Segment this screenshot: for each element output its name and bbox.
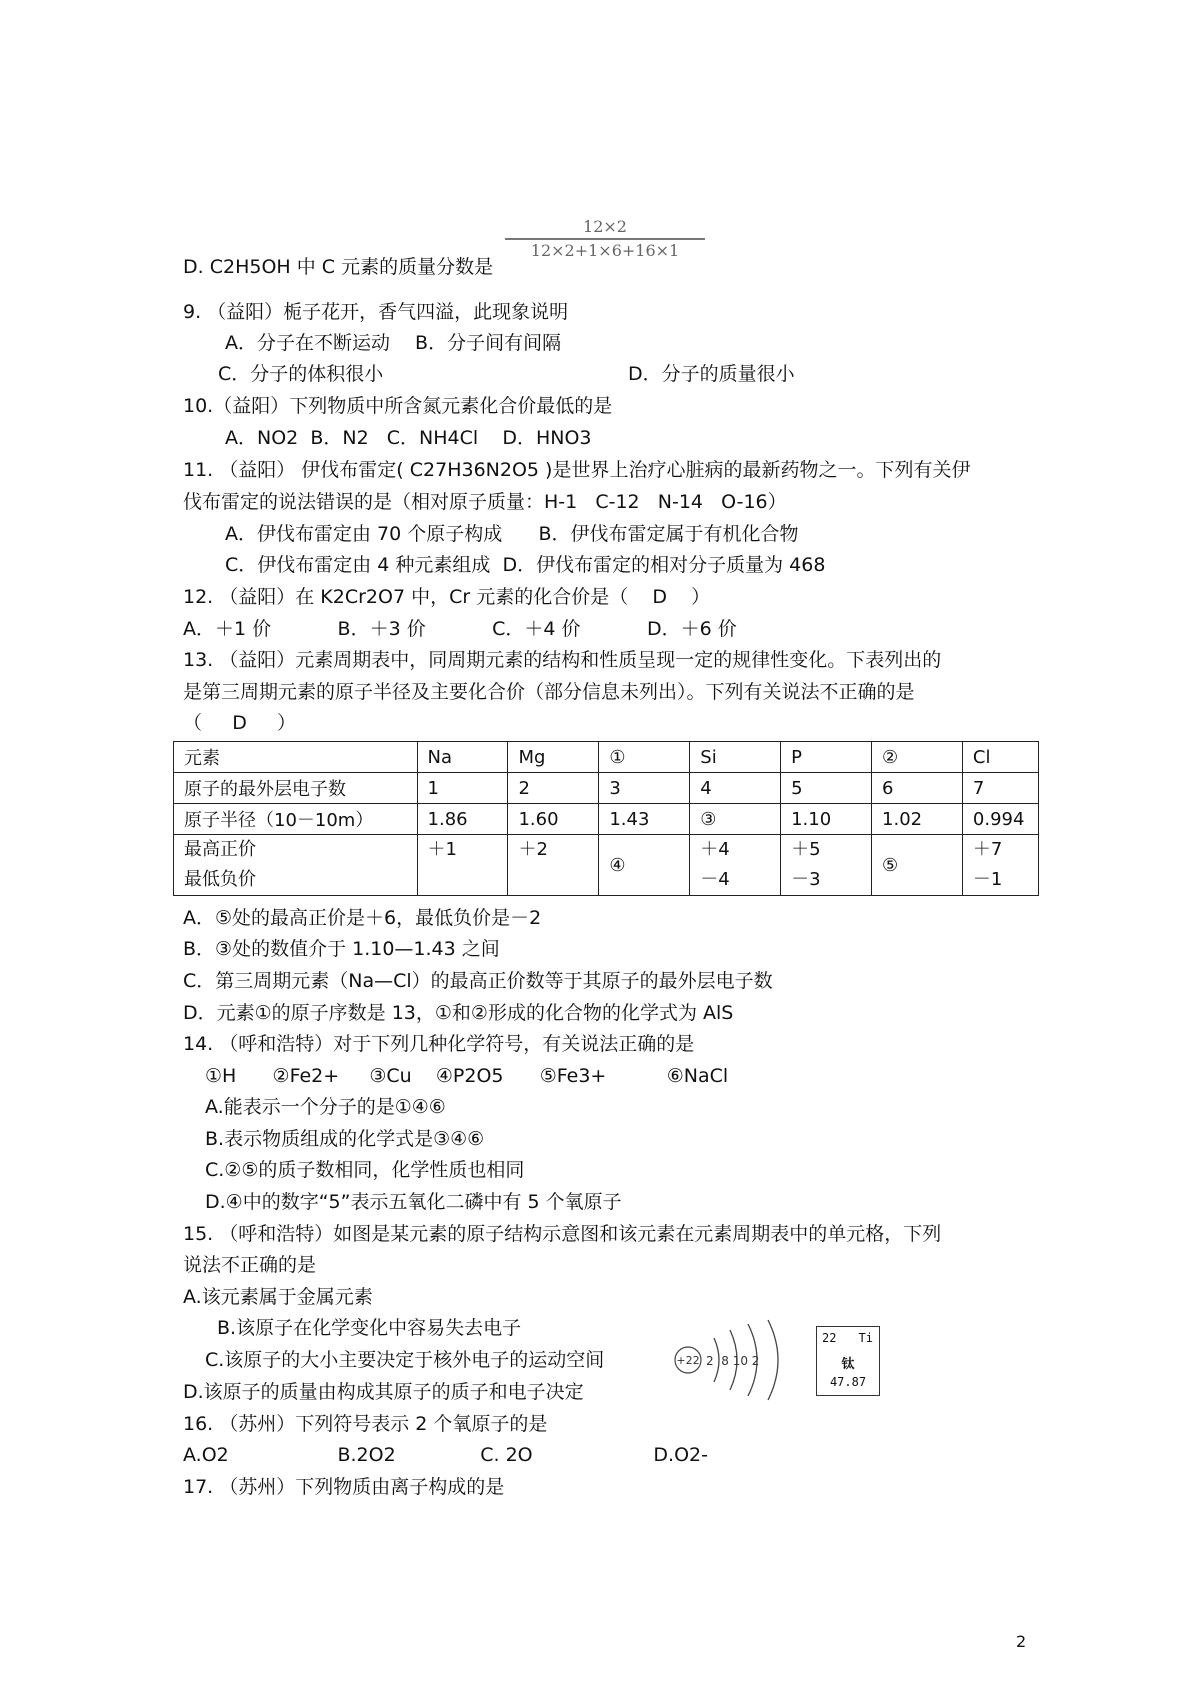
q15-option-c: C.该原子的大小主要决定于核外电子的运动空间 [205,1349,605,1371]
periodic-table-cell [816,1326,880,1396]
q9-options-ab: A．分子在不断运动 B．分子间有间隔 [225,332,562,354]
table-cell [781,835,872,896]
element-name: 钛 [841,1357,855,1372]
q13-stem-line3: （ D ） [183,712,297,734]
q14-symbols: ①H ②Fe2+ ③Cu ④P2O5 ⑤Fe3+ ⑥NaCl [205,1065,729,1087]
q11-stem-line1: 11. （益阳） 伊伐布雷定( C27H36N2O5 )是世界上治疗心脏病的最新药物之一。下列有关伊 [183,459,971,481]
table-cell: Na [417,742,508,773]
mass-fraction-formula [505,218,705,260]
q11-options-ab: A．伊伐布雷定由 70 个原子构成 B．伊伐布雷定属于有机化合物 [225,523,799,545]
cell-line: 最低负价 [184,869,256,890]
table-cell: 原子的最外层电子数 [174,773,418,804]
cell-line: －1 [972,869,1003,890]
table-cell [417,835,508,896]
q10-stem: 10.（益阳）下列物质中所含氮元素化合价最低的是 [183,395,613,417]
cell-line: ＋7 [972,839,1003,860]
page-number: 2 [1016,1632,1027,1651]
table-cell: 1.02 [872,804,963,835]
table-row-outer-electrons [174,773,1039,804]
electron-shells: 2 8 10 2 [706,1354,760,1368]
cell-line: ＋4 [700,839,730,860]
table-cell: ① [599,742,690,773]
table-row-atomic-radius [174,804,1039,835]
q12-stem: 12. （益阳）在 K2Cr2O7 中，Cr 元素的化合价是（ D ） [183,586,711,608]
table-cell: 元素 [174,742,418,773]
cell-line: －4 [700,869,730,890]
table-cell: 1 [417,773,508,804]
table-row-valence [174,835,1039,896]
cell-line: ＋1 [427,839,457,860]
table-cell: ③ [690,804,781,835]
q15-stem-line2: 说法不正确的是 [183,1254,317,1276]
q8-option-d: D. C2H5OH 中 C 元素的质量分数是 [183,256,494,278]
table-cell: ⑤ [872,835,963,896]
atomic-number: 22 [822,1331,837,1345]
q9-option-d: D．分子的质量很小 [628,363,795,385]
q11-stem-line2: 伐布雷定的说法错误的是（相对原子质量：H-1 C-12 N-14 O-16） [183,491,787,513]
q15-option-d: D.该原子的质量由构成其原子的质子和电子决定 [183,1381,584,1403]
nucleus-charge: +22 [676,1354,700,1367]
atomic-mass: 47.87 [829,1375,867,1389]
q16-stem: 16. （苏州）下列符号表示 2 个氧原子的是 [183,1413,548,1435]
q15-option-a: A.该元素属于金属元素 [183,1286,373,1308]
table-cell: Si [690,742,781,773]
table-cell: 7 [962,773,1038,804]
table-cell: Mg [508,742,599,773]
table-cell: 5 [781,773,872,804]
q14-option-d: D.④中的数字“5”表示五氧化二磷中有 5 个氧原子 [205,1191,622,1213]
q14-option-b: B.表示物质组成的化学式是③④⑥ [205,1128,485,1150]
q14-stem: 14. （呼和浩特）对于下列几种化学符号，有关说法正确的是 [183,1033,695,1055]
table-cell: Cl [962,742,1038,773]
table-cell: ② [872,742,963,773]
table-cell [508,835,599,896]
q15-option-b: B.该原子在化学变化中容易失去电子 [217,1317,522,1339]
q13-option-b: B．③处的数值介于 1.10—1.43 之间 [183,938,500,960]
q13-stem-line2: 是第三周期元素的原子半径及主要化合价（部分信息未列出）。下列有关说法不正确的是 [183,681,915,703]
element-symbol: Ti [858,1331,873,1345]
table-cell: 6 [872,773,963,804]
cell-line: ＋5 [791,839,821,860]
table-cell: 1.60 [508,804,599,835]
table-cell: 2 [508,773,599,804]
table-cell: 0.994 [962,804,1038,835]
table-cell: 1.43 [599,804,690,835]
q15-stem-line1: 15. （呼和浩特）如图是某元素的原子结构示意图和该元素在元素周期表中的单元格，下列 [183,1223,942,1245]
cell-line: －3 [791,869,821,890]
q13-option-d: D．元素①的原子序数是 13，①和②形成的化合物的化学式为 AlS [183,1002,734,1024]
q17-stem: 17. （苏州）下列物质由离子构成的是 [183,1476,505,1498]
cell-line: 最高正价 [184,839,256,860]
q12-options: A．＋1 价 B．＋3 价 C．＋4 价 D．＋6 价 [183,618,737,640]
table-cell: 1.10 [781,804,872,835]
cell-line: ＋2 [518,839,548,860]
q14-option-c: C.②⑤的质子数相同，化学性质也相同 [205,1159,525,1181]
q9-stem: 9. （益阳）栀子花开，香气四溢，此现象说明 [183,301,569,323]
q16-options: A.O2 B.2O2 C. 2O D.O2- [183,1444,708,1466]
table-cell: 3 [599,773,690,804]
table-cell [962,835,1038,896]
q9-option-c: C．分子的体积很小 [218,363,384,385]
fraction-denominator: 12×2+1×6+16×1 [530,241,680,260]
q13-option-c: C．第三周期元素（Na—Cl）的最高正价数等于其原子的最外层电子数 [183,970,773,992]
q10-options: A．NO2 B．N2 C．NH4Cl D．HNO3 [225,427,592,449]
q13-stem-line1: 13. （益阳）元素周期表中，同周期元素的结构和性质呈现一定的规律性变化。下表列出的 [183,649,942,671]
fraction-bar [505,238,705,240]
table-cell [690,835,781,896]
element-properties-table [173,741,1039,896]
table-cell: 原子半径（10－10m） [174,804,418,835]
table-cell: P [781,742,872,773]
table-cell: ④ [599,835,690,896]
q14-option-a: A.能表示一个分子的是①④⑥ [205,1096,446,1118]
table-row-element [174,742,1039,773]
fraction-numerator: 12×2 [583,217,627,236]
table-cell: 1.86 [417,804,508,835]
table-cell [174,835,418,896]
table-cell: 4 [690,773,781,804]
q11-options-cd: C．伊伐布雷定由 4 种元素组成 D．伊伐布雷定的相对分子质量为 468 [225,554,826,576]
q13-option-a: A．⑤处的最高正价是＋6，最低负价是－2 [183,907,542,929]
